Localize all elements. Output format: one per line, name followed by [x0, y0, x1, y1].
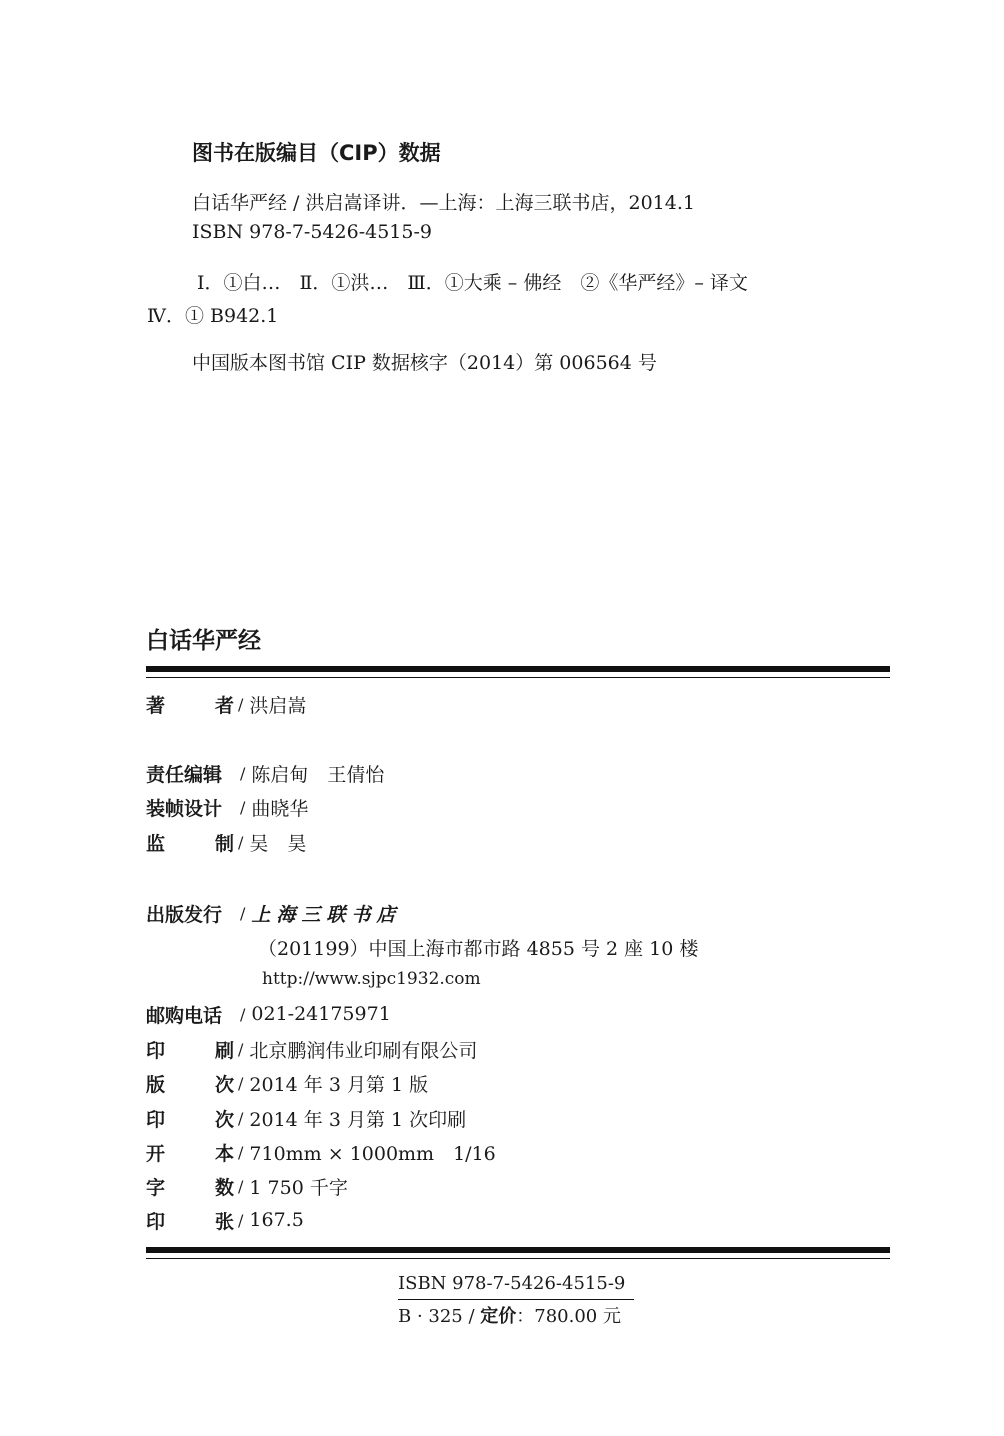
bottom-thin-rule — [146, 1258, 890, 1259]
book-title: 白话华严经 — [146, 628, 261, 654]
impression-row: 印 次 / 2014 年 3 月第 1 次印刷 — [146, 1104, 466, 1132]
printer-row: 印 刷 / 北京鹏润伟业印刷有限公司 — [146, 1035, 477, 1063]
cip-isbn: ISBN 978-7-5426-4515-9 — [192, 221, 432, 243]
supervisor-value: 吴 昊 — [249, 832, 307, 855]
impression-value: 2014 年 3 月第 1 次印刷 — [249, 1108, 467, 1131]
design-label: 装帧设计 — [146, 797, 223, 820]
top-thick-rule — [146, 666, 890, 672]
editor-row: 责任编辑 / 陈启甸 王倩怡 — [146, 759, 384, 787]
design-value: 曲晓华 — [251, 797, 309, 820]
edition-value: 2014 年 3 月第 1 版 — [249, 1073, 429, 1096]
sheets-row: 印 张 / 167.5 — [146, 1206, 304, 1234]
cip-heading: 图书在版编目（CIP）数据 — [192, 141, 441, 165]
sheets-value: 167.5 — [249, 1209, 304, 1231]
word-count-label: 字 数 — [146, 1176, 234, 1199]
supervisor-label: 监 制 — [146, 832, 234, 855]
impression-label: 印 次 — [146, 1108, 234, 1131]
publisher-address: （201199）中国上海市都市路 4855 号 2 座 10 楼 — [258, 938, 699, 960]
supervisor-row: 监 制 / 吴 昊 — [146, 828, 306, 856]
printer-label: 印 刷 — [146, 1039, 234, 1062]
cip-title-line: 白话华严经 / 洪启嵩译讲．—上海：上海三联书店，2014.1 — [192, 192, 695, 214]
footer-price: B · 325 / 定价：780.00 元 — [398, 1306, 621, 1327]
edition-label: 版 次 — [146, 1073, 234, 1096]
publisher-logotype: 上海三联书店 — [251, 903, 402, 926]
phone-row: 邮购电话 / 021-24175971 — [146, 1000, 391, 1028]
editor-value: 陈启甸 王倩怡 — [251, 763, 385, 786]
phone-label: 邮购电话 — [146, 1004, 223, 1027]
publisher-url: http://www.sjpc1932.com — [262, 969, 481, 989]
sheets-label: 印 张 — [146, 1210, 234, 1233]
author-label: 著 者 — [146, 694, 234, 717]
author-value: 洪启嵩 — [249, 694, 307, 717]
top-thin-rule — [146, 677, 890, 678]
cip-classification-line-2: Ⅳ．① B942.1 — [147, 305, 279, 327]
format-label: 开 本 — [146, 1142, 234, 1165]
format-row: 开 本 / 710mm × 1000mm 1/16 — [146, 1138, 496, 1166]
word-count-value: 1 750 千字 — [249, 1176, 348, 1199]
publisher-row: 出版发行 / 上海三联书店 — [146, 899, 401, 927]
bottom-thick-rule — [146, 1247, 890, 1253]
format-value: 710mm × 1000mm 1/16 — [249, 1142, 496, 1165]
footer-divider — [398, 1299, 634, 1300]
edition-row: 版 次 / 2014 年 3 月第 1 版 — [146, 1069, 428, 1097]
cip-record-number: 中国版本图书馆 CIP 数据核字（2014）第 006564 号 — [192, 352, 657, 374]
publisher-label: 出版发行 — [146, 903, 223, 926]
printer-value: 北京鹏润伟业印刷有限公司 — [249, 1039, 478, 1062]
footer-isbn: ISBN 978-7-5426-4515-9 — [398, 1273, 626, 1294]
phone-value: 021-24175971 — [251, 1003, 391, 1025]
design-row: 装帧设计 / 曲晓华 — [146, 793, 308, 821]
editor-label: 责任编辑 — [146, 763, 223, 786]
cip-classification-line-1: Ⅰ．①白… Ⅱ．①洪… Ⅲ．①大乘 – 佛经 ②《华严经》– 译文 — [197, 272, 748, 294]
word-count-row: 字 数 / 1 750 千字 — [146, 1172, 348, 1200]
author-row: 著 者 / 洪启嵩 — [146, 690, 306, 718]
